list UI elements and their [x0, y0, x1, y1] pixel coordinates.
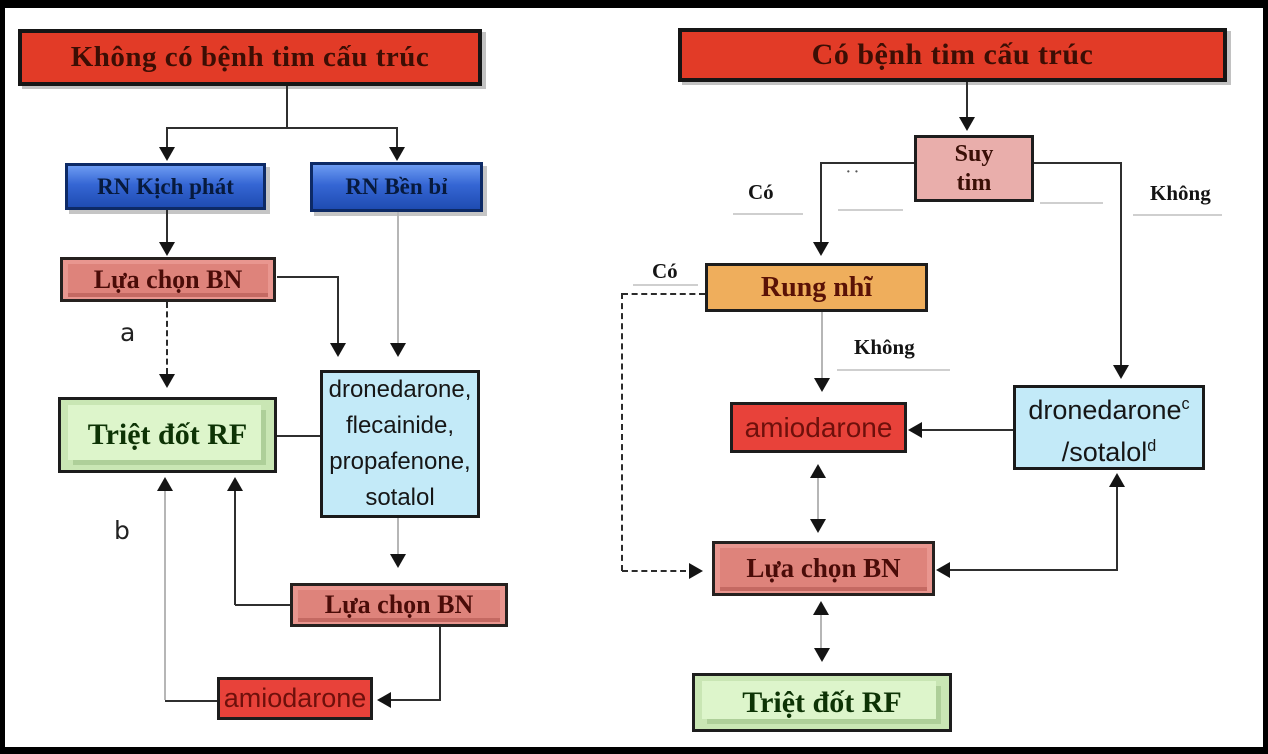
left-header-banner: [18, 29, 482, 86]
heart-failure-label: Suy tim: [954, 140, 994, 196]
underline-yes-2: [633, 284, 698, 286]
meds-line-2: flecainide,: [345, 412, 455, 439]
footnote-b: b: [114, 516, 130, 545]
node-rf-ablation-right: [692, 673, 952, 732]
right-header-banner: [678, 28, 1227, 82]
node-patient-selection-right: [712, 541, 935, 596]
connector-dashed-down: [621, 293, 623, 571]
connector-hf-right-down: [1120, 162, 1122, 365]
meds-right-line-1: dronedarone$^c$: [1028, 394, 1190, 425]
connector-left-header-stem: [286, 86, 288, 128]
arrowhead-persistent-to-meds: [390, 343, 406, 357]
connector-amio-selection: [817, 478, 819, 520]
arrowhead-to-persistent: [389, 147, 405, 161]
underline-no-1: [1133, 214, 1222, 216]
arrowhead-up-to-selectionR: [813, 601, 829, 615]
connector-split-right-drop: [396, 127, 398, 149]
amiodarone-right-label: amiodarone: [744, 411, 893, 443]
connector-af-down: [821, 312, 823, 378]
meds-line-4: sotalol: [365, 484, 435, 511]
arrowhead-dashed-a: [159, 374, 175, 388]
connector-dashed-af-left: [622, 293, 705, 295]
underline-yes-1: [733, 213, 803, 215]
paroxysmal-label: RN Kịch phát: [97, 173, 234, 199]
arrowhead-down-to-selection: [810, 519, 826, 533]
artifact-dots: · ·: [846, 165, 859, 180]
connector-ablation-meds: [277, 435, 320, 437]
arrowhead-to-heart-failure: [959, 117, 975, 131]
meds-line-3: propafenone,: [329, 448, 471, 475]
node-amiodarone-right: [730, 402, 907, 453]
meds-line-1: dronedarone,: [328, 376, 472, 403]
connector-hf-right: [1034, 162, 1122, 164]
arrowhead-to-af: [813, 242, 829, 256]
arrowhead-into-selectionR: [936, 562, 950, 578]
arrowhead-to-amiodarone-left: [377, 692, 391, 708]
label-no-2: Không: [854, 335, 915, 359]
selectionR-label: Lựa chọn BN: [746, 553, 901, 583]
footnote-a: a: [120, 318, 136, 347]
connector-right-header-stem: [966, 82, 968, 118]
node-patient-selection-1: [60, 257, 276, 302]
node-persistent-af: [310, 162, 483, 212]
arrowhead-meds-to-selection2: [390, 554, 406, 568]
connector-medsR-to-amio: [922, 429, 1013, 431]
meds-right-line-2: /sotalol$^d$: [1061, 436, 1157, 467]
node-meds-left: [320, 370, 480, 518]
label-yes-1: Có: [748, 180, 774, 204]
connector-meds-to-selection2: [397, 518, 399, 554]
frame-top: [0, 0, 1268, 8]
connector-hf-left-down: [820, 162, 822, 242]
footnote-c: c: [1181, 394, 1190, 413]
selection1-label: Lựa chọn BN: [93, 264, 243, 294]
connector-dashed-a: [166, 302, 168, 374]
frame-left: [0, 0, 5, 754]
connector-paroxysmal-to-selection: [166, 210, 168, 244]
connector-selection1-right: [277, 276, 339, 278]
node-rf-ablation-left: [58, 397, 277, 473]
underline-no-2: [837, 369, 950, 371]
connector-selection2-up: [234, 491, 236, 605]
connector-selectionR-right: [950, 569, 1118, 571]
node-atrial-fibrillation: [705, 263, 928, 312]
connector-dashed-bottom: [622, 570, 686, 572]
connector-persistent-to-meds: [397, 212, 399, 344]
label-yes-2: Có: [652, 259, 678, 283]
arrowhead-to-selection1: [159, 242, 175, 256]
arrowhead-amio-to-ablation: [157, 477, 173, 491]
node-amiodarone-left: [217, 677, 373, 720]
amiodarone-left-label: amiodarone: [223, 683, 367, 713]
frame-bottom: [0, 747, 1268, 754]
arrowhead-to-paroxysmal: [159, 147, 175, 161]
ablation-right-label: Triệt đốt RF: [742, 685, 902, 719]
arrowhead-down-to-ablationR: [814, 648, 830, 662]
left-header-label: Không có bệnh tim cấu trúc: [70, 41, 430, 73]
connector-selection2-to-amio: [391, 699, 441, 701]
connector-split-left-drop: [166, 127, 168, 149]
arrowhead-up-to-amio: [810, 464, 826, 478]
arrowhead-dashed-to-selection: [689, 563, 703, 579]
persistent-label: RN Bền bỉ: [345, 174, 448, 199]
underline-artifact: [838, 209, 903, 211]
footnote-d: d: [1147, 436, 1157, 455]
connector-selection2-left: [235, 604, 290, 606]
arrowhead-selection1-to-meds: [330, 343, 346, 357]
connector-hf-left: [821, 162, 914, 164]
node-paroxysmal-af: [65, 163, 266, 210]
node-heart-failure: [914, 135, 1034, 202]
right-header-label: Có bệnh tim cấu trúc: [811, 38, 1094, 71]
underline-mid: [1040, 202, 1103, 204]
connector-selection1-down: [337, 276, 339, 344]
arrowhead-to-meds-right: [1113, 365, 1129, 379]
arrowhead-medsR-to-amio: [908, 422, 922, 438]
label-no-1: Không: [1150, 181, 1211, 205]
af-label: Rung nhĩ: [760, 271, 873, 303]
connector-left-split: [166, 127, 397, 129]
ablation-left-label: Triệt đốt RF: [87, 418, 248, 451]
frame-right: [1263, 0, 1268, 754]
node-patient-selection-2: [290, 583, 508, 627]
connector-selection-ablation: [820, 613, 822, 650]
connector-selectionR-up: [1116, 487, 1118, 570]
connector-selection2-down: [439, 627, 441, 700]
node-meds-right: [1013, 385, 1205, 470]
connector-amio-up: [164, 491, 166, 700]
arrowhead-selection2-to-ablation: [227, 477, 243, 491]
connector-amio-left-out: [165, 700, 217, 702]
arrowhead-up-to-medsR: [1109, 473, 1125, 487]
arrowhead-af-to-amio: [814, 378, 830, 392]
selection2-label: Lựa chọn BN: [324, 590, 474, 619]
